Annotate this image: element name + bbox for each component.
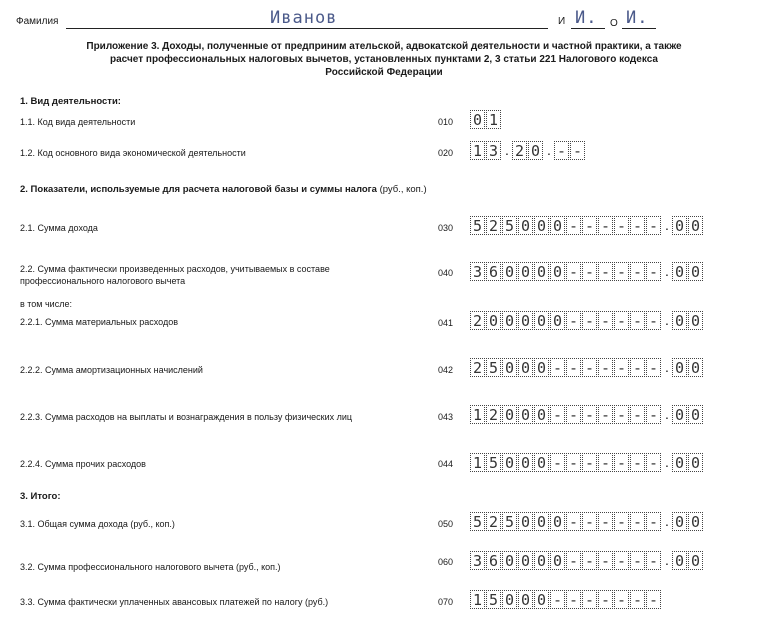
kopeck-cell[interactable]: 0 <box>672 405 687 424</box>
row-050-label: 3.1. Общая сумма дохода (руб., коп.) <box>20 519 175 529</box>
digit-cell[interactable]: 0 <box>534 405 549 424</box>
digit-cell[interactable]: - <box>550 405 565 424</box>
digit-cell[interactable]: - <box>582 311 597 330</box>
digit-cell[interactable]: - <box>646 405 661 424</box>
digit-cell[interactable]: 0 <box>550 551 565 570</box>
digit-cell[interactable]: 1 <box>486 110 501 129</box>
row-041-code: 041 <box>438 318 454 328</box>
digit-cell[interactable]: - <box>566 405 581 424</box>
digit-cell[interactable]: - <box>566 453 581 472</box>
section-2-title: 2. Показатели, используемые для расчета налоговой базы и суммы налога <box>20 184 377 195</box>
row-070-label: 3.3. Сумма фактически уплаченных авансовых платежей по налогу (руб.) <box>20 597 329 607</box>
digit-cell[interactable]: 0 <box>502 453 517 472</box>
initial-patronymic-field[interactable] <box>622 8 656 29</box>
digit-cell[interactable]: 0 <box>518 262 533 281</box>
digit-cell[interactable]: - <box>550 590 565 609</box>
digit-cell[interactable]: - <box>630 590 645 609</box>
digit-cell[interactable]: - <box>582 453 597 472</box>
digit-cell[interactable]: 5 <box>486 358 501 377</box>
digit-cell[interactable]: 1 <box>470 453 485 472</box>
kopeck-cell[interactable]: 0 <box>688 512 703 531</box>
kopeck-cell[interactable]: 0 <box>672 453 687 472</box>
digit-cell[interactable]: 5 <box>502 216 517 235</box>
digit-cell[interactable]: 0 <box>550 311 565 330</box>
digit-cell[interactable]: 0 <box>502 311 517 330</box>
digit-cell[interactable]: - <box>582 262 597 281</box>
digit-cell[interactable]: 5 <box>470 216 485 235</box>
digit-cell[interactable]: - <box>630 311 645 330</box>
digit-cell[interactable]: - <box>646 453 661 472</box>
digit-cell[interactable]: - <box>550 453 565 472</box>
digit-cell[interactable]: 0 <box>534 216 549 235</box>
decimal-separator: . <box>665 359 669 375</box>
digit-cell[interactable]: - <box>582 358 597 377</box>
section-2-units: (руб., коп.) <box>379 184 427 195</box>
digit-cell[interactable]: - <box>582 590 597 609</box>
row-060-label: 3.2. Сумма профессионального налогового вычета (руб., коп.) <box>20 562 281 572</box>
kopeck-cell[interactable]: 0 <box>688 262 703 281</box>
row-030-code: 030 <box>438 223 454 233</box>
kopeck-cell[interactable]: 0 <box>672 512 687 531</box>
digit-cell[interactable]: 0 <box>534 551 549 570</box>
digit-cell[interactable]: 0 <box>486 311 501 330</box>
digit-cell[interactable]: 0 <box>518 405 533 424</box>
digit-cell[interactable]: - <box>598 216 613 235</box>
initial-patronymic-value: И. <box>626 8 649 28</box>
digit-cell[interactable]: 1 <box>470 141 485 160</box>
digit-cell[interactable]: 0 <box>502 262 517 281</box>
decimal-separator: . <box>665 454 669 470</box>
digit-cell[interactable]: - <box>598 358 613 377</box>
digit-cell[interactable]: 0 <box>534 358 549 377</box>
digit-cell[interactable]: - <box>614 512 629 531</box>
digit-cell[interactable]: - <box>566 262 581 281</box>
digit-cell[interactable]: 0 <box>550 512 565 531</box>
kopeck-cell[interactable]: 0 <box>688 551 703 570</box>
decimal-separator: . <box>665 312 669 328</box>
row-020-label: 1.2. Код основного вида экономической деятельности <box>20 148 246 158</box>
kopeck-cell[interactable]: 0 <box>672 551 687 570</box>
surname-label: Фамилия <box>16 16 59 27</box>
kopeck-cell[interactable]: 0 <box>672 262 687 281</box>
digit-cell[interactable]: 0 <box>502 590 517 609</box>
decimal-separator: . <box>665 263 669 279</box>
digit-cell[interactable]: 0 <box>550 262 565 281</box>
separator-dot: . <box>547 142 551 158</box>
row-043-code: 043 <box>438 412 454 422</box>
digit-cell[interactable]: - <box>566 590 581 609</box>
initial-patronymic-label: О <box>610 18 618 29</box>
digit-cell[interactable]: 0 <box>470 110 485 129</box>
row-042-code: 042 <box>438 365 454 375</box>
row-050-cells[interactable] <box>470 512 704 531</box>
form-title <box>16 40 752 79</box>
row-010-code: 010 <box>438 117 454 127</box>
digit-cell[interactable]: - <box>646 216 661 235</box>
row-040-label <box>20 263 330 287</box>
row-030-label: 2.1. Сумма дохода <box>20 223 98 233</box>
row-040-label-line-1: 2.2. Сумма фактически произведенных расходов, учитываемых в составе <box>20 264 330 274</box>
digit-cell[interactable]: 0 <box>534 590 549 609</box>
digit-cell[interactable]: 3 <box>470 551 485 570</box>
digit-cell[interactable]: - <box>614 405 629 424</box>
digit-cell[interactable]: - <box>646 590 661 609</box>
row-044-cells[interactable] <box>470 453 704 472</box>
row-042-label: 2.2.2. Сумма амортизационных начислений <box>20 365 203 375</box>
digit-cell[interactable]: 0 <box>534 453 549 472</box>
digit-cell[interactable]: 0 <box>502 405 517 424</box>
digit-cell[interactable]: - <box>566 216 581 235</box>
digit-cell[interactable]: - <box>614 453 629 472</box>
digit-cell[interactable]: - <box>630 262 645 281</box>
kopeck-cell[interactable]: 0 <box>688 311 703 330</box>
digit-cell[interactable]: - <box>598 453 613 472</box>
row-070-cells[interactable] <box>470 590 662 609</box>
kopeck-cell[interactable]: 0 <box>672 358 687 377</box>
row-070-code: 070 <box>438 597 454 607</box>
digit-cell[interactable]: 5 <box>502 512 517 531</box>
digit-cell[interactable]: - <box>646 262 661 281</box>
digit-cell[interactable]: 3 <box>470 262 485 281</box>
digit-cell[interactable]: - <box>614 590 629 609</box>
digit-cell[interactable]: - <box>614 262 629 281</box>
digit-cell[interactable]: 0 <box>518 551 533 570</box>
kopeck-cell[interactable]: 0 <box>688 405 703 424</box>
title-line-2: расчет профессиональных налоговых вычетов, установленных пунктами 2, 3 статьи 221 Налогового кодекса <box>110 54 658 65</box>
digit-cell[interactable]: 2 <box>470 311 485 330</box>
digit-cell[interactable]: - <box>646 512 661 531</box>
decimal-separator: . <box>665 552 669 568</box>
row-030-cells[interactable] <box>470 216 704 235</box>
decimal-separator: . <box>665 406 669 422</box>
digit-cell[interactable]: - <box>582 405 597 424</box>
digit-cell[interactable]: 1 <box>470 405 485 424</box>
digit-cell[interactable]: - <box>646 551 661 570</box>
kopeck-cell[interactable]: 0 <box>688 216 703 235</box>
digit-cell[interactable]: 6 <box>486 551 501 570</box>
in-that-number-label: в том числе: <box>20 299 72 309</box>
row-041-label: 2.2.1. Сумма материальных расходов <box>20 317 178 327</box>
title-line-3: Российской Федерации <box>325 67 443 78</box>
decimal-separator: . <box>665 217 669 233</box>
digit-cell[interactable]: - <box>570 141 585 160</box>
digit-cell[interactable]: - <box>630 512 645 531</box>
digit-cell[interactable]: - <box>646 358 661 377</box>
digit-cell[interactable]: 0 <box>534 512 549 531</box>
digit-cell[interactable]: 0 <box>534 311 549 330</box>
surname-field[interactable] <box>66 8 548 29</box>
digit-cell[interactable]: - <box>550 358 565 377</box>
digit-cell[interactable]: - <box>598 262 613 281</box>
digit-cell[interactable]: 1 <box>470 590 485 609</box>
row-040-code: 040 <box>438 268 454 278</box>
row-042-cells[interactable] <box>470 358 704 377</box>
initial-name-field[interactable] <box>571 8 605 29</box>
digit-cell[interactable]: 6 <box>486 262 501 281</box>
digit-cell[interactable]: 2 <box>486 512 501 531</box>
title-line-1: Приложение 3. Доходы, полученные от предприним ательской, адвокатской деятельности и частной практики, а также <box>86 41 682 52</box>
digit-cell[interactable]: 2 <box>512 141 527 160</box>
digit-cell[interactable]: - <box>554 141 569 160</box>
digit-cell[interactable]: - <box>646 311 661 330</box>
row-060-code: 060 <box>438 557 454 567</box>
digit-cell[interactable]: 0 <box>518 216 533 235</box>
digit-cell[interactable]: - <box>566 512 581 531</box>
row-010-label: 1.1. Код вида деятельности <box>20 117 136 127</box>
digit-cell[interactable]: - <box>614 216 629 235</box>
row-041-cells[interactable] <box>470 311 704 330</box>
row-020-code: 020 <box>438 148 454 158</box>
digit-cell[interactable]: 0 <box>502 358 517 377</box>
digit-cell[interactable]: - <box>630 405 645 424</box>
digit-cell[interactable]: 3 <box>486 141 501 160</box>
digit-cell[interactable]: 0 <box>518 311 533 330</box>
digit-cell[interactable]: 0 <box>518 358 533 377</box>
kopeck-cell[interactable]: 0 <box>688 453 703 472</box>
row-010-cells[interactable] <box>470 110 502 129</box>
kopeck-cell[interactable]: 0 <box>688 358 703 377</box>
digit-cell[interactable]: - <box>598 311 613 330</box>
digit-cell[interactable]: 2 <box>486 216 501 235</box>
digit-cell[interactable]: 5 <box>470 512 485 531</box>
section-1-heading: 1. Вид деятельности: <box>20 96 121 107</box>
row-043-cells[interactable] <box>470 405 704 424</box>
digit-cell[interactable]: 0 <box>518 512 533 531</box>
digit-cell[interactable]: 5 <box>486 590 501 609</box>
digit-cell[interactable]: - <box>582 551 597 570</box>
digit-cell[interactable]: 0 <box>502 551 517 570</box>
row-043-label: 2.2.3. Сумма расходов на выплаты и вознаграждения в пользу физических лиц <box>20 412 353 422</box>
digit-cell[interactable]: 2 <box>470 358 485 377</box>
decimal-separator: . <box>665 513 669 529</box>
row-040-cells[interactable] <box>470 262 704 281</box>
digit-cell[interactable]: 0 <box>528 141 543 160</box>
row-040-label-line-2: профессионального налогового вычета <box>20 276 186 286</box>
digit-cell[interactable]: - <box>598 512 613 531</box>
digit-cell[interactable]: - <box>598 590 613 609</box>
digit-cell[interactable]: - <box>566 551 581 570</box>
digit-cell[interactable]: - <box>598 551 613 570</box>
row-044-code: 044 <box>438 459 454 469</box>
digit-cell[interactable]: - <box>566 311 581 330</box>
digit-cell[interactable]: 0 <box>518 590 533 609</box>
kopeck-cell[interactable]: 0 <box>672 216 687 235</box>
separator-dot: . <box>505 142 509 158</box>
row-020-cells[interactable] <box>470 141 586 160</box>
digit-cell[interactable]: 0 <box>518 453 533 472</box>
digit-cell[interactable]: - <box>630 453 645 472</box>
digit-cell[interactable]: - <box>582 216 597 235</box>
row-050-code: 050 <box>438 519 454 529</box>
digit-cell[interactable]: - <box>614 551 629 570</box>
digit-cell[interactable]: 5 <box>486 453 501 472</box>
digit-cell[interactable]: - <box>630 358 645 377</box>
initial-name-label: И <box>558 16 566 27</box>
digit-cell[interactable]: - <box>630 216 645 235</box>
row-060-cells[interactable] <box>470 551 704 570</box>
digit-cell[interactable]: 0 <box>550 216 565 235</box>
initial-name-value: И. <box>575 8 598 28</box>
section-3-heading: 3. Итого: <box>20 491 61 502</box>
digit-cell[interactable]: - <box>614 358 629 377</box>
surname-value: Иванов <box>270 8 338 28</box>
digit-cell[interactable]: - <box>614 311 629 330</box>
row-044-label: 2.2.4. Сумма прочих расходов <box>20 459 146 469</box>
section-2-heading <box>20 184 427 195</box>
digit-cell[interactable]: 2 <box>486 405 501 424</box>
digit-cell[interactable]: - <box>566 358 581 377</box>
kopeck-cell[interactable]: 0 <box>672 311 687 330</box>
digit-cell[interactable]: - <box>630 551 645 570</box>
digit-cell[interactable]: - <box>598 405 613 424</box>
digit-cell[interactable]: - <box>582 512 597 531</box>
digit-cell[interactable]: 0 <box>534 262 549 281</box>
